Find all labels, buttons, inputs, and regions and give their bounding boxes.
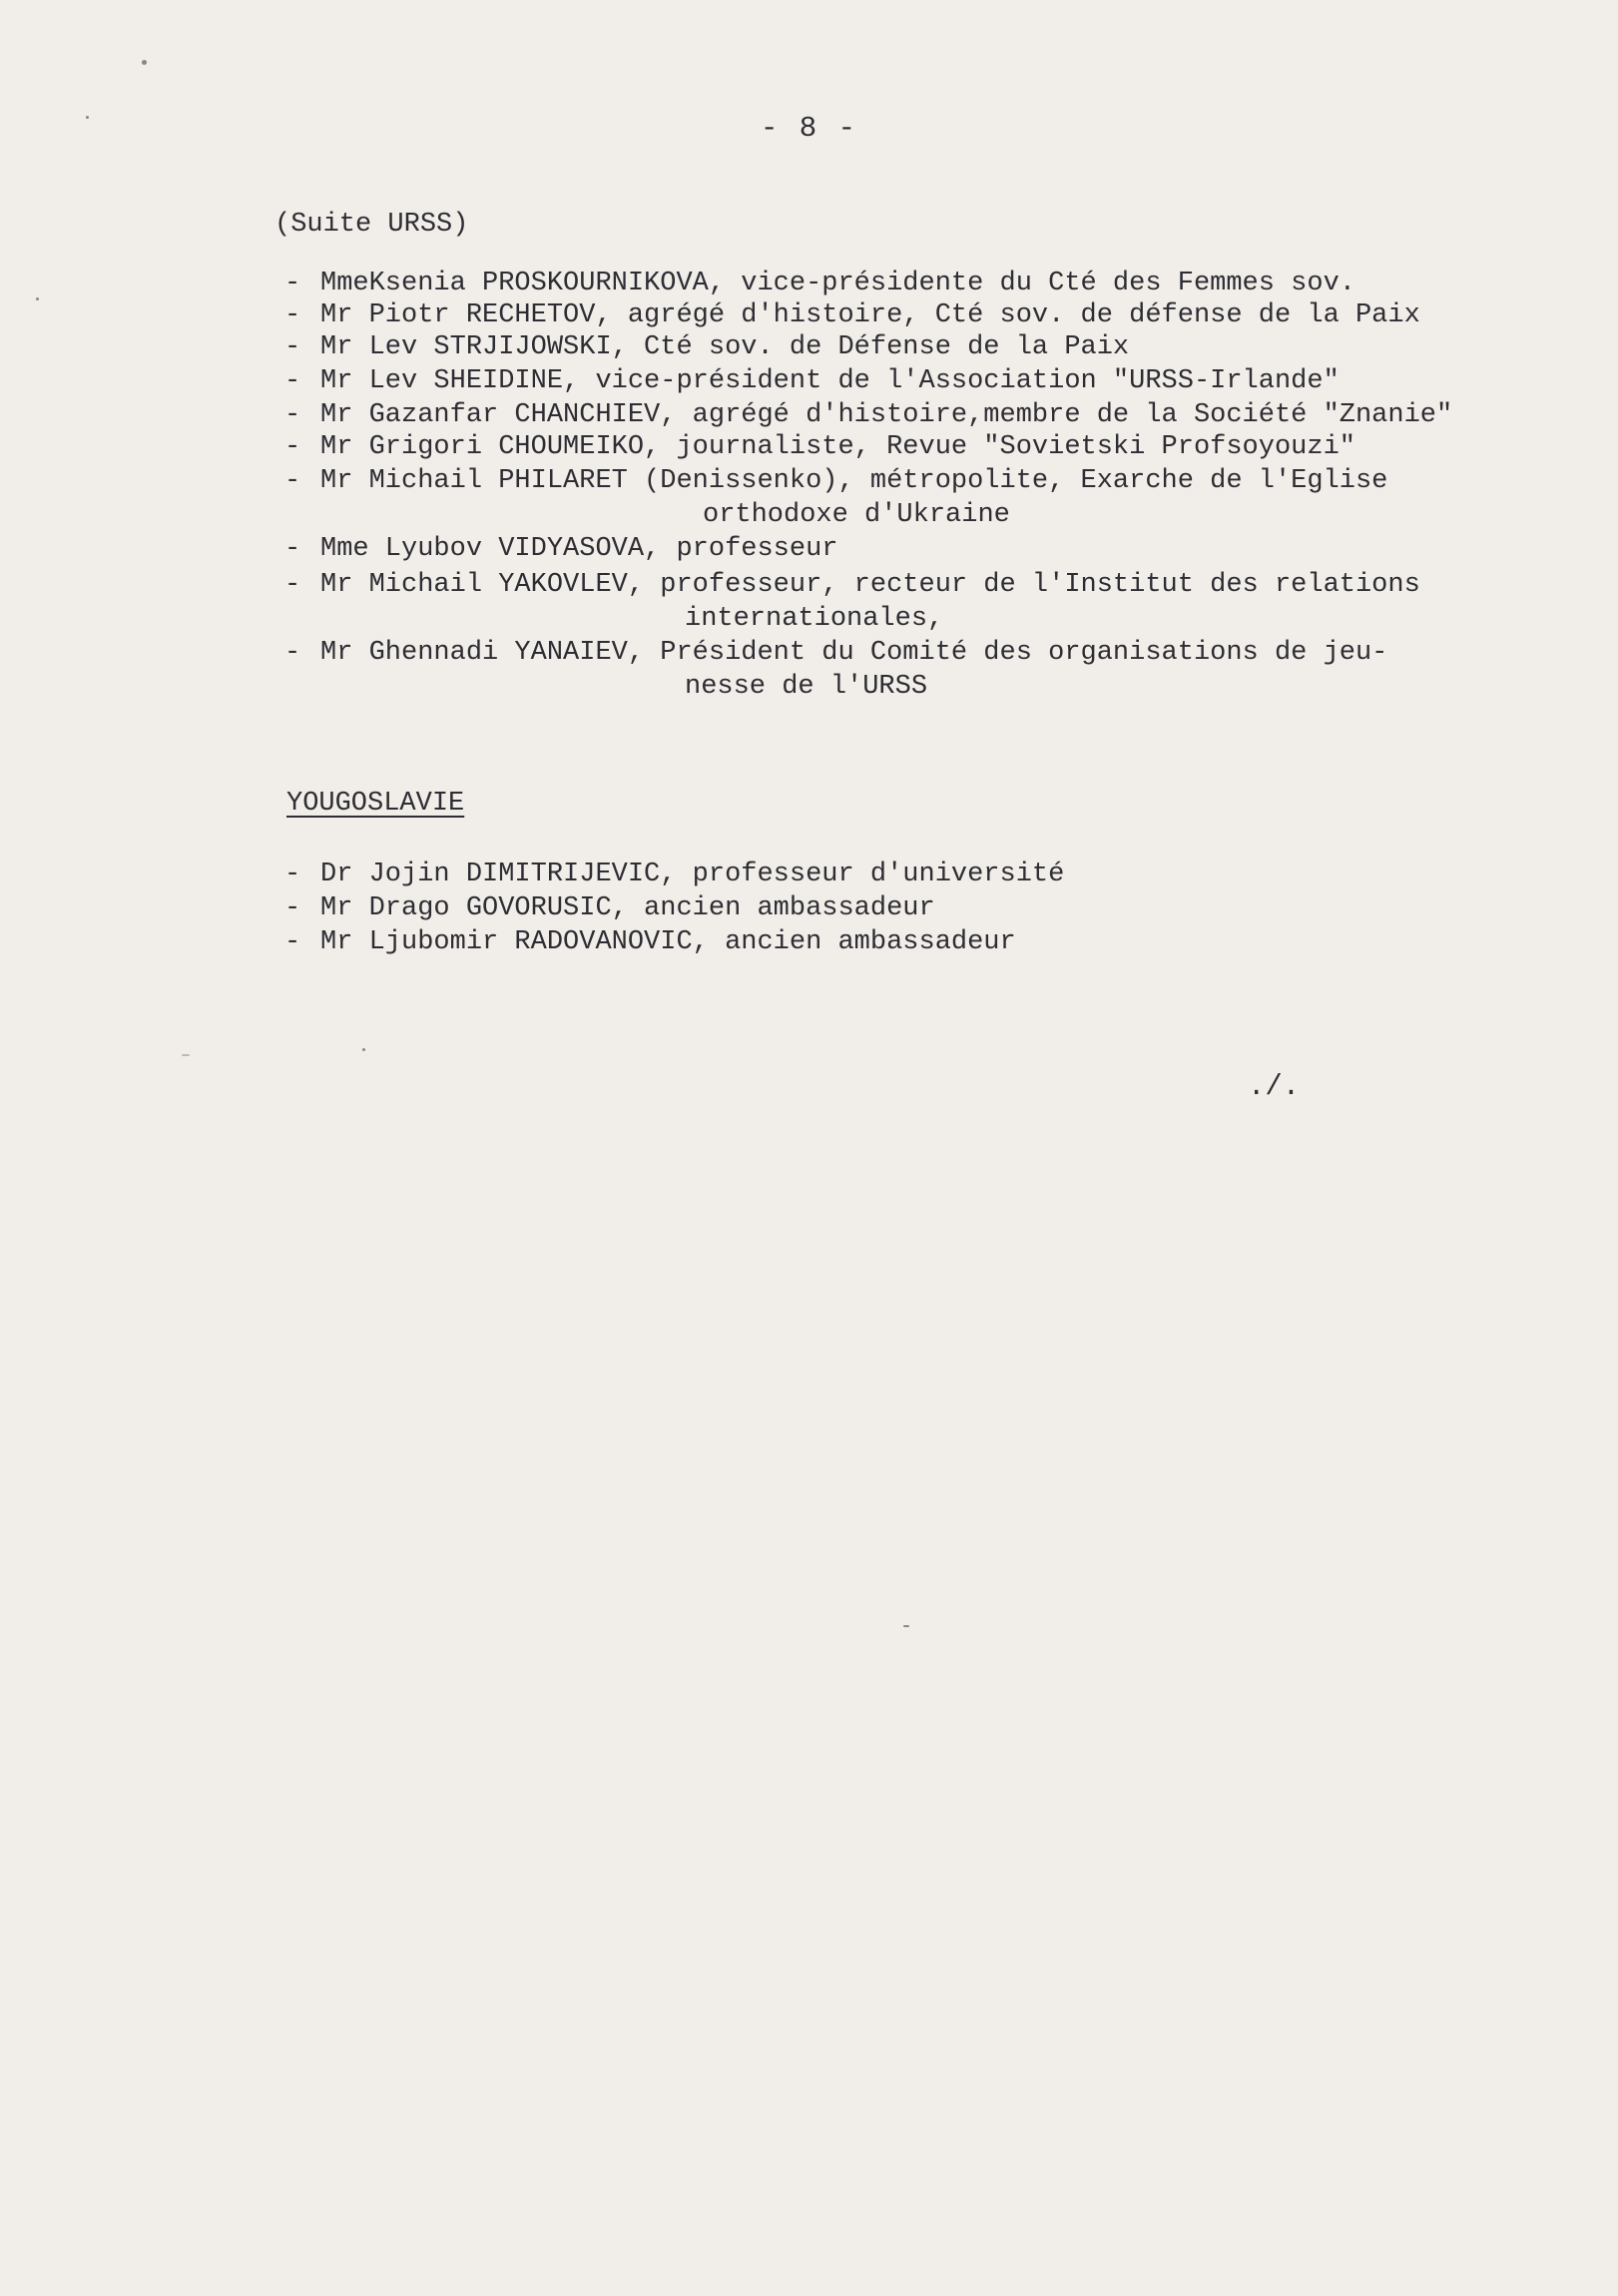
continuation-mark: ./. [1248,1070,1301,1103]
section-heading-yougoslavie: YOUGOSLAVIE [286,789,465,819]
dash: - [284,534,301,564]
page-number: - 8 - [761,112,858,145]
dash: - [284,269,301,298]
entry-continuation: orthodoxe d'Ukraine [703,500,1010,530]
entry-text: Mr Drago GOVORUSIC, ancien ambassadeur [320,893,935,923]
list-item [284,431,1355,463]
entry-text: Mr Ghennadi YANAIEV, Président du Comité des organisations de jeu- [320,638,1388,668]
list-item [284,365,1340,397]
list-item [284,465,1387,497]
paper-speck [182,1054,190,1056]
list-item [284,299,1420,331]
list-item [284,569,1420,601]
entry-text: Mr Piotr RECHETOV, agrégé d'histoire, Cté sov. de défense de la Paix [320,300,1420,330]
dash: - [284,400,301,430]
list-item [284,268,1355,299]
entry-text: Mr Grigori CHOUMEIKO, journaliste, Revue "Sovietski Profsoyouzi" [320,432,1355,462]
dash: - [284,366,301,396]
list-item [284,926,1016,958]
section-heading-suite-urss: (Suite URSS) [274,210,469,240]
paper-speck [362,1048,365,1051]
entry-text: Dr Jojin DIMITRIJEVIC, professeur d'université [320,860,1065,889]
paper-speck [142,60,147,65]
entry-text: Mme Lyubov VIDYASOVA, professeur [320,534,838,564]
dash: - [284,432,301,462]
list-item [284,331,1129,363]
entry-text: Mr Ljubomir RADOVANOVIC, ancien ambassadeur [320,927,1016,957]
dash: - [284,893,301,923]
list-item [284,859,1064,890]
entry-continuation: nesse de l'URSS [685,672,928,702]
dash: - [284,466,301,496]
entry-continuation: internationales, [685,604,944,634]
dash: - [284,300,301,330]
dash: - [284,638,301,668]
paper-speck [36,297,39,300]
entry-text: Mr Michail YAKOVLEV, professeur, recteur de l'Institut des relations [320,570,1420,600]
list-item [284,399,1452,431]
paper-speck [86,116,89,119]
dash: - [284,570,301,600]
list-item [284,892,935,924]
dash: - [284,860,301,889]
entry-text: Mr Lev STRJIJOWSKI, Cté sov. de Défense de la Paix [320,332,1130,362]
entry-text: Mr Gazanfar CHANCHIEV, agrégé d'histoire,membre de la Société "Znanie" [320,400,1453,430]
entry-text: Mr Lev SHEIDINE, vice-président de l'Association "URSS-Irlande" [320,366,1340,396]
entry-text: MmeKsenia PROSKOURNIKOVA, vice-présidente du Cté des Femmes sov. [320,269,1355,298]
list-item [284,533,837,565]
paper-speck [903,1625,909,1627]
dash: - [284,332,301,362]
list-item [284,637,1387,669]
dash: - [284,927,301,957]
entry-text: Mr Michail PHILARET (Denissenko), métropolite, Exarche de l'Eglise [320,466,1388,496]
